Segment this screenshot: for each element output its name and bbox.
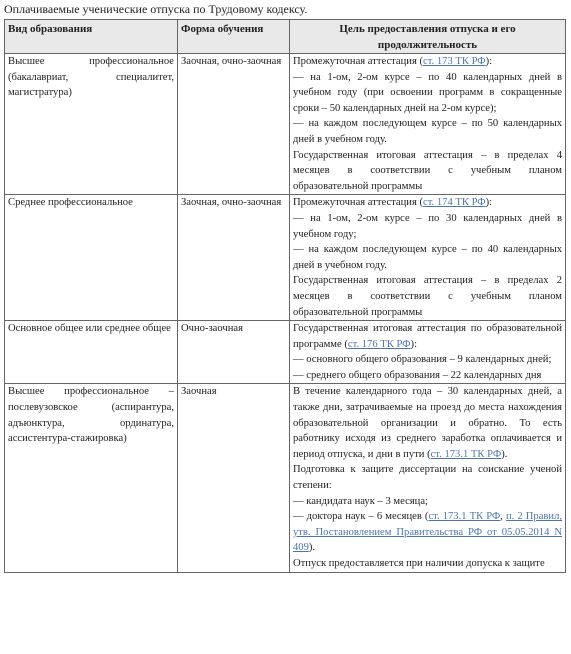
law-reference-link[interactable]: ст. 173.1 ТК РФ xyxy=(430,448,502,460)
paragraph: Подготовка к защите диссертации на соискание ученой степени: xyxy=(293,464,562,492)
law-reference-link[interactable]: ст. 173.1 ТК РФ xyxy=(428,511,501,523)
table-header-row xyxy=(5,20,566,54)
table-row xyxy=(5,195,566,321)
leave-purpose-cell xyxy=(290,384,566,572)
study-form-cell: Заочная xyxy=(178,384,290,572)
study-form-cell: Очно-заочная xyxy=(178,321,290,384)
law-reference-link[interactable]: ст. 174 ТК РФ xyxy=(423,197,486,209)
paragraph: Государственная итоговая аттестация – в пределах 4 месяцев в соответствии с учебным планом образовательной программы xyxy=(293,149,562,192)
education-type-cell: Высшее профессиональное (бакалавриат, специалитет, магистратура) xyxy=(5,54,178,195)
law-reference-link[interactable]: ст. 173 ТК РФ xyxy=(423,56,486,67)
table-row xyxy=(5,321,566,384)
leave-purpose-cell xyxy=(290,54,566,195)
leave-purpose-cell xyxy=(290,195,566,321)
paragraph: Промежуточная аттестация (ст. 173 ТК РФ): xyxy=(293,56,493,67)
header-leave-purpose: Цель предоставления отпуска и его продолжительность xyxy=(290,20,566,54)
leave-purpose-cell xyxy=(290,321,566,384)
law-reference-link[interactable]: ст. 176 ТК РФ xyxy=(347,338,411,350)
paragraph: Государственная итоговая аттестация по образовательной программе (ст. 176 ТК РФ): xyxy=(293,323,562,350)
paragraph: В течение календарного года – 30 календарных дней, а также дни, затрачиваемые на проезд до места нахождения образовательной организации и обратно. То есть работнику исходя из среднего заработка оплачивается и период отпуска, и дни в пути (ст. 173.1 ТК РФ). xyxy=(293,386,562,460)
government-rules-link[interactable]: п. 2 Правил, утв. Постановлением Правительства РФ от 05.05.2014 N 409 xyxy=(293,511,563,554)
paragraph: — доктора наук – 6 месяцев (ст. 173.1 ТК РФ, п. 2 Правил, утв. Постановлением Правительства РФ от 05.05.2014 N 409). xyxy=(293,511,563,554)
paragraph: — среднего общего образования – 22 календарных дня xyxy=(293,369,542,381)
paragraph: Отпуск предоставляется при наличии допуска к защите xyxy=(293,558,545,569)
table-row xyxy=(5,384,566,572)
study-form-cell: Заочная, очно-заочная xyxy=(178,54,290,195)
paragraph: — основного общего образования – 9 календарных дней; xyxy=(293,354,552,366)
header-study-form: Форма обучения xyxy=(178,20,290,54)
study-form-cell: Заочная, очно-заочная xyxy=(178,195,290,321)
study-leave-table xyxy=(4,19,566,573)
education-type-cell: Среднее профессиональное xyxy=(5,195,178,321)
table-caption: Оплачиваемые ученические отпуска по Трудовому кодексу. xyxy=(4,2,308,16)
paragraph: Государственная итоговая аттестация – в пределах 2 месяцев в соответствии с учебным планом образовательной программы xyxy=(293,275,562,318)
paragraph: Промежуточная аттестация (ст. 174 ТК РФ): xyxy=(293,197,493,209)
paragraph: — на каждом последующем курсе – по 50 календарных дней в учебном году. xyxy=(293,118,562,145)
education-type-cell: Высшее профессиональное – послевузовское (аспирантура, адъюнктура, ординатура, ассистентура-стажировка) xyxy=(5,384,178,572)
paragraph: — на 1-ом, 2-ом курсе – по 40 календарных дней в учебном году (при освоении программ в сокращенные сроки – 50 календарных дней на 2-ом курсе); xyxy=(293,71,562,114)
paragraph: — на 1-ом, 2-ом курсе – по 30 календарных дней в учебном году; xyxy=(293,212,562,240)
paragraph: — кандидата наук – 3 месяца; xyxy=(293,495,428,507)
table-row xyxy=(5,54,566,195)
education-type-cell: Основное общее или среднее общее xyxy=(5,321,178,384)
paragraph: — на каждом последующем курсе – по 40 календарных дней в учебном году. xyxy=(293,244,562,271)
header-education-type: Вид образования xyxy=(5,20,178,54)
